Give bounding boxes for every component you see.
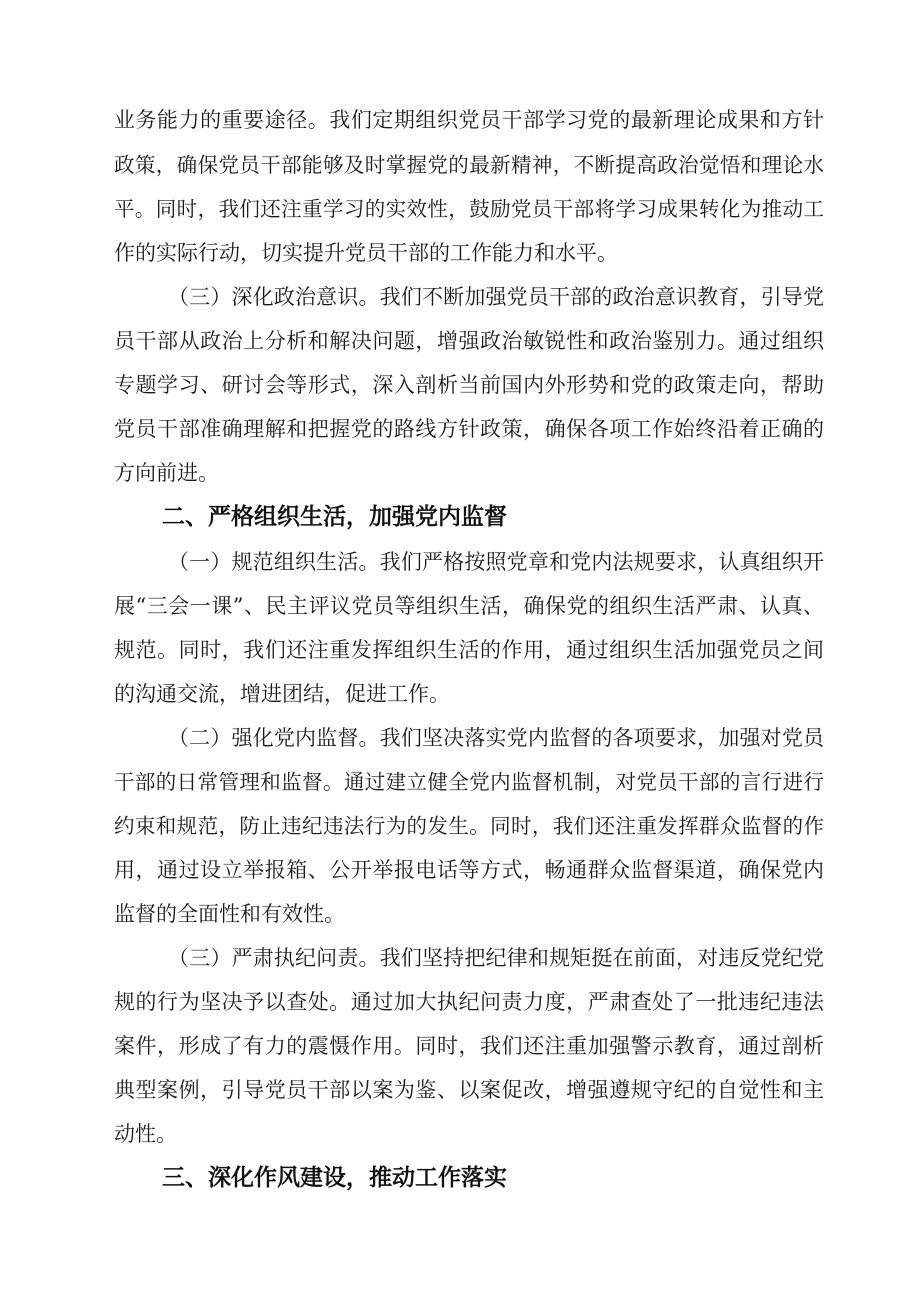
text-line: 动性。: [114, 1122, 177, 1146]
section-heading-3: 三、深化作风建设，推动工作落实: [162, 1165, 507, 1191]
text-line: 案件，形成了有力的震慑作用。同时，我们还注重加强警示教育，通过剖析: [114, 1034, 824, 1058]
text-line: （三）严肃执纪问责。我们坚持把纪律和规矩挺在前面，对违反党纪党: [168, 946, 824, 970]
text-line: 规范。同时，我们还注重发挥组织生活的作用，通过组织生活加强党员之间: [114, 638, 824, 662]
text-line: 党员干部准确理解和把握党的路线方针政策，确保各项工作始终沿着正确的: [114, 417, 824, 441]
text-line: 展“三会一课”、民主评议党员等组织生活，确保党的组织生活严肃、认真、: [114, 594, 824, 618]
text-line: 作的实际行动，切实提升党员干部的工作能力和水平。: [114, 241, 618, 265]
text-line: 方向前进。: [114, 461, 219, 485]
text-line: 约束和规范，防止违纪违法行为的发生。同时，我们还注重发挥群众监督的作: [114, 814, 824, 838]
text-line: 平。同时，我们还注重学习的实效性，鼓励党员干部将学习成果转化为推动工: [114, 197, 824, 221]
text-line: 规的行为坚决予以查处。通过加大执纪问责力度，严肃查处了一批违纪违法: [114, 990, 824, 1014]
text-line: 业务能力的重要途径。我们定期组织党员干部学习党的最新理论成果和方针: [114, 108, 824, 132]
text-line: 典型案例，引导党员干部以案为鉴、以案促改，增强遵规守纪的自觉性和主: [114, 1078, 824, 1102]
text-line: 用，通过设立举报箱、公开举报电话等方式，畅通群众监督渠道，确保党内: [114, 858, 824, 882]
text-line: （三）深化政治意识。我们不断加强党员干部的政治意识教育，引导党: [168, 285, 824, 309]
text-line: 专题学习、研讨会等形式，深入剖析当前国内外形势和党的政策走向，帮助: [114, 373, 824, 397]
text-line: 的沟通交流，增进团结，促进工作。: [114, 682, 450, 706]
section-heading-2: 二、严格组织生活，加强党内监督: [162, 504, 507, 530]
text-line: 监督的全面性和有效性。: [114, 902, 345, 926]
text-line: 政策，确保党员干部能够及时掌握党的最新精神，不断提高政治觉悟和理论水: [114, 153, 824, 177]
text-line: （二）强化党内监督。我们坚决落实党内监督的各项要求，加强对党员: [168, 726, 824, 750]
text-line: 干部的日常管理和监督。通过建立健全党内监督机制，对党员干部的言行进行: [114, 770, 824, 794]
text-line: 员干部从政治上分析和解决问题，增强政治敏锐性和政治鉴别力。通过组织: [114, 329, 824, 353]
text-line: （一）规范组织生活。我们严格按照党章和党内法规要求，认真组织开: [168, 550, 824, 574]
